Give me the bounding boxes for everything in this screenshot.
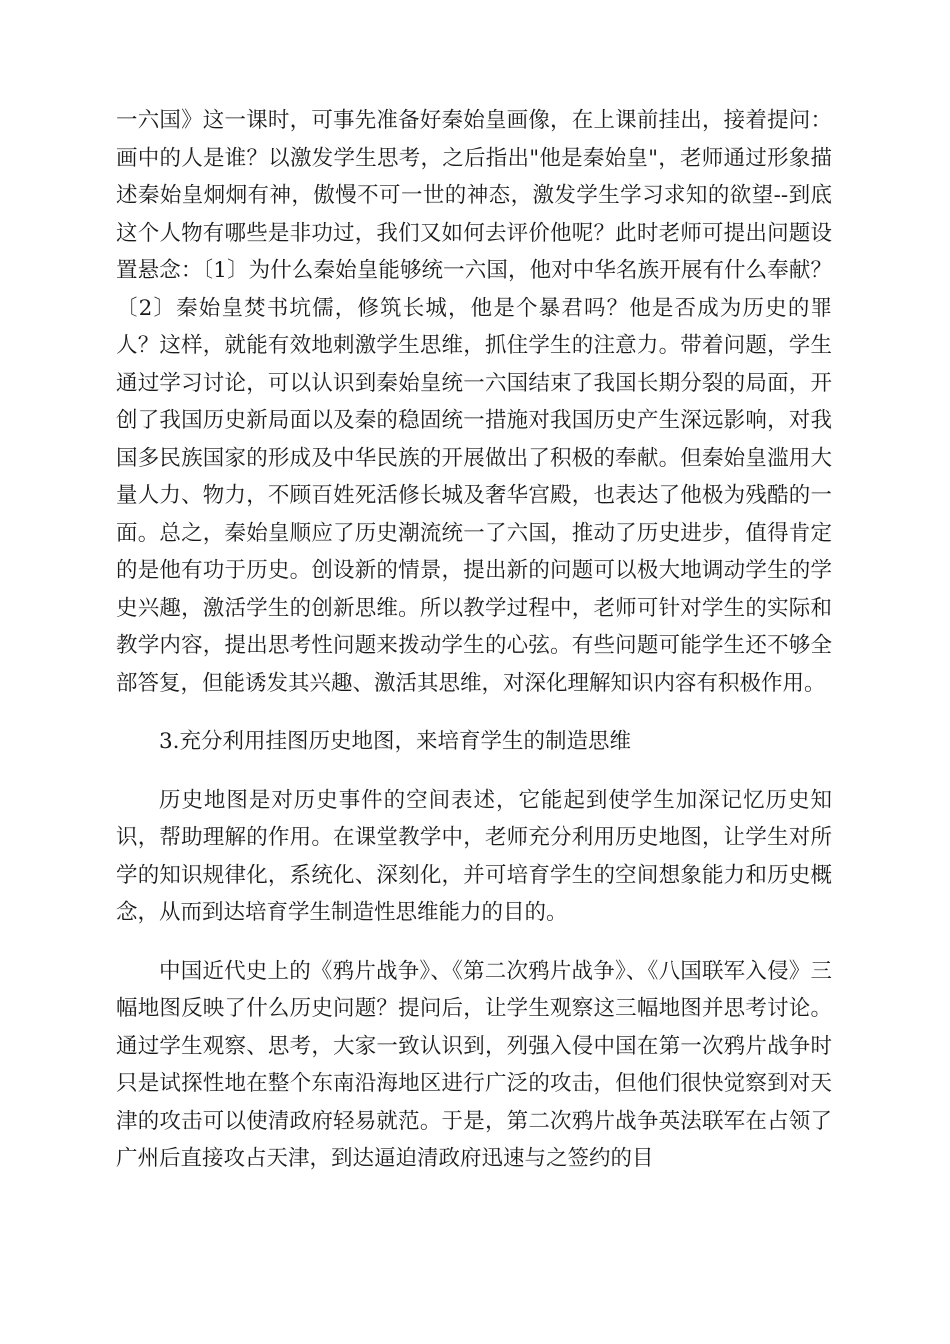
paragraph-qin-shihuang-discussion: 一六国》这一课时，可事先准备好秦始皇画像，在上课前挂出，接着提问：画中的人是谁？以激发学生思考，之后指出"他是秦始皇"，老师通过形象描述秦始皇炯炯有神，傲慢不可一世的神态，激发学生学习求知的欲望--到底这个人物有哪些是非功过，我们又如何去评价他呢？此时老师可提出问题设置悬念：〔1〕为什么秦始皇能够统一六国，他对中华名族开展有什么奉献？〔2〕秦始皇焚书坑儒，修筑长城，他是个暴君吗？他是否成为历史的罪人？这样，就能有效地刺激学生思维，抓住学生的注意力。带着问题，学生通过学习讨论，可以认识到秦始皇统一六国结束了我国长期分裂的局面，开创了我国历史新局面以及秦的稳固统一措施对我国历史产生深远影响，对我国多民族国家的形成及中华民族的开展做出了积极的奉献。但秦始皇滥用大量人力、物力，不顾百姓死活修长城及奢华宫殿，也表达了他极为残酷的一面。总之，秦始皇顺应了历史潮流统一了六国，推动了历史进步，值得肯定的是他有功于历史。创设新的情景，提出新的问题可以极大地调动学生的学史兴趣，激活学生的创新思维。所以教学过程中，老师可针对学生的实际和教学内容，提出思考性问题来拨动学生的心弦。有些问题可能学生还不够全部答复，但能诱发其兴趣、激活其思维，对深化理解知识内容有积极作用。: [116, 108, 832, 696]
paragraph-historical-maps-role: 历史地图是对历史事件的空间表述，它能起到使学生加深记忆历史知识，帮助理解的作用。在课堂教学中，老师充分利用历史地图，让学生对所学的知识规律化，系统化、深刻化，并可培育学生的空间想象能力和历史概念，从而到达培育学生制造性思维能力的目的。: [116, 787, 832, 925]
paragraph-opium-war-maps: 中国近代史上的《鸦片战争》、《第二次鸦片战争》、《八国联军入侵》三幅地图反映了什么历史问题？提问后，让学生观察这三幅地图并思考讨论。通过学生观察、思考，大家一致认识到，列强入侵中国在第一次鸦片战争时只是试探性地在整个东南沿海地区进行广泛的攻击，但他们很快觉察到对天津的攻击可以使清政府轻易就范。于是，第二次鸦片战争英法联军在占领了广州后直接攻占天津，到达逼迫清政府迅速与之签约的目: [116, 958, 832, 1171]
section-heading-historical-maps: 3.充分利用挂图历史地图，来培育学生的制造思维: [159, 729, 632, 754]
document-body: [116, 102, 832, 1199]
